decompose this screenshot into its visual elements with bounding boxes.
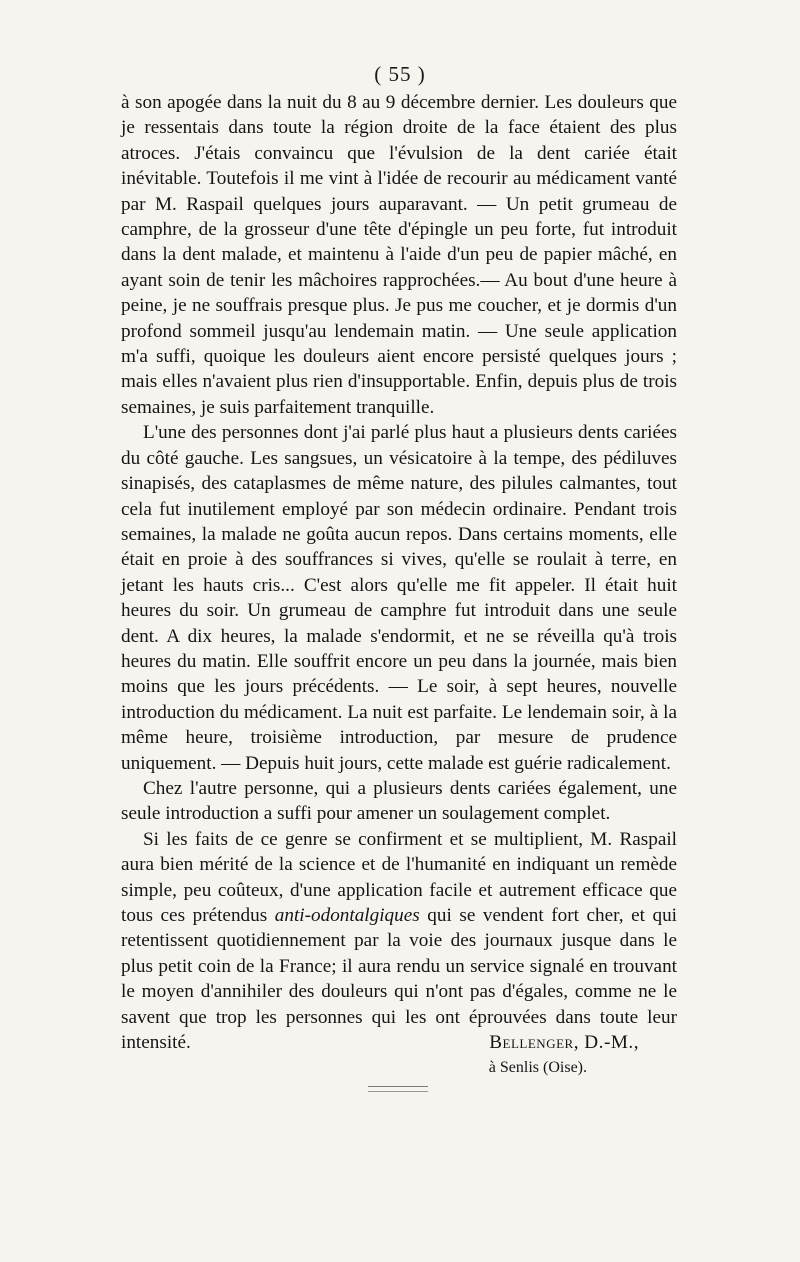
- paragraph-4-text-end: qui se vendent fort cher, et qui retentissent quotidiennement par la voie des journaux jusque dans le plus petit coin de la France; il aura rendu un service signalé en trouvant le moyen d'annihiler des douleurs qui n'ont pas d'égales, comme ne le savent que trop les personnes qui les ont éprouvées dans toute leur intensité.: [121, 905, 677, 1054]
- signature-name: Bellenger, D.-M.,: [489, 1032, 639, 1054]
- body-text: [121, 90, 677, 1081]
- closing-rule: [368, 1086, 428, 1092]
- paragraph-2: L'une des personnes dont j'ai parlé plus haut a plusieurs dents cariées du côté gauche. Les sangsues, un vésicatoire à la tempe, des pédiluves sinapisés, des cataplasmes de même nature, des pilules calmantes, tout cela fut inutilement employé par son médecin ordinaire. Pendant trois semaines, la malade ne goûta aucun repos. Dans certains moments, elle était en proie à des souffrances si vives, qu'elle se roulait à terre, en jetant les hauts cris... C'est alors qu'elle me fit appeler. Il était huit heures du soir. Un grumeau de camphre fut introduit dans une seule dent. A dix heures, la malade s'endormit, et ne se réveilla qu'à trois heures du matin. Elle souffrit encore un peu dans la journée, mais bien moins que les jours précédents. — Le soir, à sept heures, nouvelle introduction du médicament. La nuit est parfaite. Le lendemain soir, à la même heure, troisième introduction, par mesure de prudence uniquement. — Depuis huit jours, cette malade est guérie radicalement.: [121, 422, 677, 774]
- paragraph-4-italic-term: anti-odontalgiques: [274, 905, 420, 926]
- paragraph-4: [121, 827, 677, 1056]
- paragraph-4-text-start: Si les faits de ce genre se confirment et se multiplient, M. Raspail aura bien mérité de la science et de l'humanité en indiquant un remède simple, peu coûteux, d'une application facile et autrement efficace que tous ces prétendus: [121, 828, 677, 926]
- page-number: ( 55 ): [374, 62, 426, 86]
- signature-place: à Senlis (Oise).: [488, 1059, 587, 1077]
- paragraph-3: Chez l'autre personne, qui a plusieurs dents cariées également, une seule introduction a suffi pour amener un soulagement complet.: [121, 777, 677, 825]
- paragraph-1: à son apogée dans la nuit du 8 au 9 décembre dernier. Les douleurs que je ressentais dans toute la région droite de la face étaient des plus atroces. J'étais convaincu que l'évulsion de la dent cariée était inévitable. Toutefois il me vint à l'idée de recourir au médicament vanté par M. Raspail quelques jours auparavant. — Un petit grumeau de camphre, de la grosseur d'une tête d'épingle un peu forte, fut introduit dans la dent malade, et maintenu à l'aide d'un peu de papier mâché, en ayant soin de tenir les mâchoires rapprochées.— Au bout d'une heure à peine, je ne souffrais presque plus. Je pus me coucher, et je dormis d'un profond sommeil jusqu'au lendemain matin. — Une seule application m'a suffi, quoique les douleurs aient encore persisté quelques jours ; mais elles n'avaient plus rien d'insupportable. Enfin, depuis plus de trois semaines, je suis parfaitement tranquille.: [121, 92, 677, 418]
